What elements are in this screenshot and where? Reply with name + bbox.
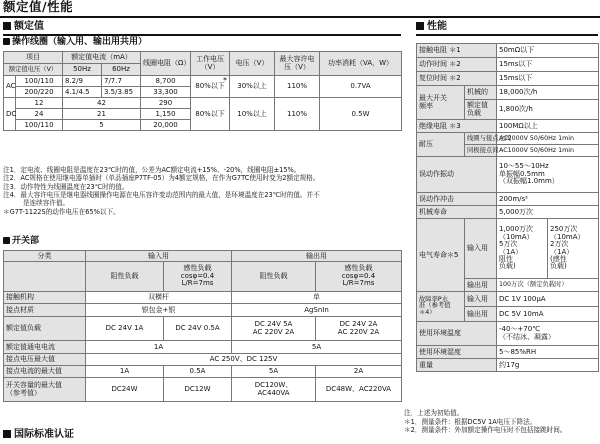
max-current-out-ind: 2A — [316, 366, 402, 378]
max-freq-mech-value: 18,000次/h — [497, 86, 599, 100]
ac-label: AC — [4, 76, 16, 98]
max-freq-rated-label: 额定值 负载 — [465, 100, 497, 120]
max-capacity-label: 开关容量的最大值 （参考值） — [4, 378, 86, 402]
max-current-in-res: 1A — [86, 366, 164, 378]
note-line: ＊G7T-1122S的动作电压在65%以下。 — [3, 207, 120, 216]
dc-current-cell: 5 — [63, 120, 141, 131]
note-line: 注3．动作特性为线圈温度在23℃时的值。 — [3, 182, 129, 191]
current-60hz-cell: 3.5/3.85 — [102, 87, 141, 98]
resistance-cell: 33,300 — [141, 87, 191, 98]
elec-life-output-label: 输出用 — [465, 279, 497, 292]
performance-notes — [404, 409, 600, 435]
rated-current-output: 5A — [232, 341, 402, 354]
release-time-value: 15ms以下 — [497, 72, 599, 86]
current-50hz-cell: 4.1/4.5 — [63, 87, 102, 98]
section-square-icon — [416, 22, 424, 30]
header-out-inductive: 感性负载 cosφ=0.4 L/R=7ms — [316, 262, 402, 292]
max-current-out-res: 5A — [232, 366, 316, 378]
elec-life-input-ind: 250万次 （10mA） 2万次 （1A） (感性 负载) — [548, 219, 599, 279]
header-blank — [4, 262, 86, 292]
performance-table — [416, 43, 599, 372]
ambient-humidity-value: 5～85%RH — [497, 346, 599, 359]
failure-rate-output-label: 输出用 — [465, 307, 497, 322]
header-in-resistive: 阻性负载 — [86, 262, 164, 292]
contact-material-input: 银包金+银 — [86, 304, 232, 317]
voltage-cell: 24 — [16, 109, 63, 120]
dc-current-cell: 21 — [63, 109, 141, 120]
failure-rate-label: 故障率P水 准（参考值 ＊4） — [417, 292, 465, 322]
ambient-temp-label: 使用环境温度 — [417, 322, 497, 346]
resistance-cell: 20,000 — [141, 120, 191, 131]
insulation-value: 100MΩ以上 — [497, 120, 599, 133]
header-in-inductive: 感性负载 cosφ=0.4 L/R=7ms — [164, 262, 232, 292]
header-max-voltage: 最大容许电压（V） — [275, 52, 320, 76]
dielectric-label: 耐压 — [417, 133, 465, 157]
performance-section-bar — [416, 34, 598, 36]
switch-section-title: 开关部 — [3, 236, 39, 246]
max-current-label: 接点电流的最大值 — [4, 366, 86, 378]
current-50hz-cell: 8.2/9 — [63, 76, 102, 87]
page-title: 额定值/性能 — [3, 0, 74, 14]
note-line: 注4．最大容许电压是继电器线圈操作电源在电压容许变动范围内的最大值，是环境温度在23℃时的值。并不 — [3, 191, 320, 200]
rated-current-label: 额定值通电电流 — [4, 341, 86, 354]
note-line: ＊1．测量条件：根据DC5V 1A电压下降法。 — [404, 417, 537, 426]
note-line: 注2．AC规格在使用继电器单插时（单品插座P7TF-05）为4额定规格，在作为G7TC使用时变为2额定规格。 — [3, 174, 320, 183]
ac-operate-mark: * — [223, 76, 228, 85]
coil-ratings-table — [3, 51, 402, 131]
voltage-cell: 200/220 — [16, 87, 63, 98]
coil-notes — [3, 166, 403, 216]
voltage-cell: 100/110 — [16, 76, 63, 87]
max-freq-label: 最大开关 频率 — [417, 86, 465, 120]
note-line: 注．上述为初始值。 — [404, 409, 464, 417]
max-capacity-in-res: DC24W — [86, 378, 164, 402]
coil-subsection-title: 操作线圈（输入用、输出用共用） — [3, 37, 147, 47]
resistance-cell: 8,700 — [141, 76, 191, 87]
header-category: 分类 — [4, 251, 86, 262]
ac-operate-voltage: 80%以下 * — [191, 76, 230, 98]
elec-life-input-label: 输入用 — [465, 219, 497, 279]
max-voltage-value: AC 250V、DC 125V — [86, 354, 402, 366]
max-current-in-ind: 0.5A — [164, 366, 232, 378]
section-square-icon — [3, 22, 11, 30]
note-line: ＊2．测量条件：外加额定操作电压时不包括接跳时间。 — [404, 426, 567, 435]
header-60hz: 60Hz — [102, 64, 141, 76]
max-capacity-out-res: DC120W、 AC440VA — [232, 378, 316, 402]
max-freq-rated-value: 1,800次/h — [497, 100, 599, 120]
header-coil-resistance: 线圈电阻（Ω） — [141, 52, 191, 76]
header-rated-current: 额定值电流（mA） — [63, 52, 141, 64]
rated-load-in-res: DC 24V 1A — [86, 317, 164, 341]
dc-current-cell: 42 — [63, 98, 141, 109]
voltage-cell: 12 — [16, 98, 63, 109]
ratings-section-title: 额定值 — [3, 21, 44, 33]
header-50hz: 50Hz — [63, 64, 102, 76]
contact-mechanism-label: 接触机构 — [4, 292, 86, 304]
insulation-label: 绝缘电阻 ＊3 — [417, 120, 497, 133]
rated-load-in-ind: DC 24V 0.5A — [164, 317, 232, 341]
failure-rate-output-value: DC 5V 10mA — [497, 307, 599, 322]
subsection-square-icon — [3, 237, 10, 244]
voltage-cell: 100/110 — [16, 120, 63, 131]
elec-life-input-res: 1,000万次 （10mA） 5万次 （1A） 阻性 负载) — [497, 219, 548, 279]
operate-time-value: 15ms以下 — [497, 58, 599, 72]
shock-label: 误动作冲击 — [417, 193, 497, 206]
max-capacity-in-ind: DC12W — [164, 378, 232, 402]
rated-load-label: 额定值负载 — [4, 317, 86, 341]
dc-release-voltage: 10%以上 — [230, 98, 275, 131]
vibration-label: 误动作振动 — [417, 157, 497, 193]
dc-operate-voltage: 80%以下 — [191, 98, 230, 131]
subsection-square-icon — [3, 38, 10, 45]
title-rule — [0, 16, 600, 18]
dielectric-same-label: 同极接点间 — [465, 145, 497, 157]
contact-mechanism-input: 双横杆 — [86, 292, 232, 304]
ambient-temp-value: -40～+70℃ （不结冰、凝露） — [497, 322, 599, 346]
ratings-section-bar — [3, 34, 401, 36]
ac-max-voltage: 110% — [275, 76, 320, 98]
rated-load-out-res: DC 24V 5A AC 220V 2A — [232, 317, 316, 341]
shock-value: 200m/s² — [497, 193, 599, 206]
rated-current-input: 1A — [86, 341, 232, 354]
dc-power: 0.5W — [320, 98, 402, 131]
resistance-cell: 290 — [141, 98, 191, 109]
resistance-cell: 1,150 — [141, 109, 191, 120]
failure-rate-input-value: DC 1V 100μA — [497, 292, 599, 307]
mech-life-value: 5,000万次 — [497, 206, 599, 219]
note-line: 是连续容许值。 — [23, 199, 70, 208]
header-output: 输出用 — [232, 251, 402, 262]
vibration-value: 10～55～10Hz 单振幅0.5mm （双振幅1.0mm） — [497, 157, 599, 193]
weight-value: 约17g — [497, 359, 599, 372]
current-60hz-cell: 7/7.7 — [102, 76, 141, 87]
ac-power: 0.7VA — [320, 76, 402, 98]
header-item: 项目 — [4, 52, 63, 64]
note-line: 注1．定电流、线圈电阻是温度在23℃时的值，公差为AC额定电流+15%、-20%，线圈电阻±15%。 — [3, 166, 301, 174]
mech-life-label: 机械寿命 — [417, 206, 497, 219]
contact-resistance-label: 接触电阻 ＊1 — [417, 44, 497, 58]
contact-material-output: AgSnIn — [232, 304, 402, 317]
contact-mechanism-output: 单 — [232, 292, 402, 304]
ambient-humidity-label: 使用环境湿度 — [417, 346, 497, 359]
contact-resistance-value: 50mΩ以下 — [497, 44, 599, 58]
switch-table — [3, 250, 402, 402]
max-capacity-out-ind: DC48W、AC220VA — [316, 378, 402, 402]
operate-time-label: 动作时间 ＊2 — [417, 58, 497, 72]
header-power: 功率消耗（VA，W） — [320, 52, 402, 76]
section-square-icon — [3, 430, 11, 438]
header-rated-voltage: 额定值电压（V） — [4, 64, 63, 76]
dc-label: DC — [4, 98, 16, 131]
header-release-voltage: 电压（V） — [230, 52, 275, 76]
performance-section-title: 性能 — [416, 21, 447, 33]
release-time-label: 复位时间 ＊2 — [417, 72, 497, 86]
header-operating-voltage: 工作电压（V） — [191, 52, 230, 76]
max-freq-mech-label: 机械的 — [465, 86, 497, 100]
failure-rate-input-label: 输入用 — [465, 292, 497, 307]
dielectric-coil-label: 线圈与接点之间 — [465, 133, 497, 145]
elec-life-label: 电气寿命＊5 — [417, 219, 465, 292]
rated-load-out-ind: DC 24V 2A AC 220V 2A — [316, 317, 402, 341]
elec-life-output-value: 100万次（额定负载时） — [497, 279, 599, 292]
dielectric-coil-value: AC2000V 50/60Hz 1min — [497, 133, 599, 145]
header-out-resistive: 阻性负载 — [232, 262, 316, 292]
dielectric-same-value: AC1000V 50/60Hz 1min — [497, 145, 599, 157]
dc-max-voltage: 110% — [275, 98, 320, 131]
contact-material-label: 接点材质 — [4, 304, 86, 317]
intl-section-title: 国际标准认证 — [3, 429, 74, 441]
ac-release-voltage: 30%以上 — [230, 76, 275, 98]
weight-label: 重量 — [417, 359, 497, 372]
header-input: 输入用 — [86, 251, 232, 262]
max-voltage-label: 接点电压最大值 — [4, 354, 86, 366]
